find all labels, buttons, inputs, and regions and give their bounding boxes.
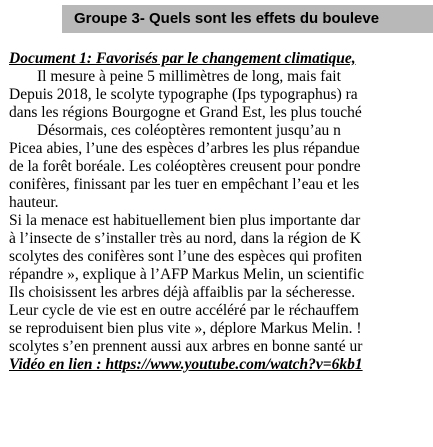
paragraph-line: Leur cycle de vie est en outre accéléré par le réchauffem — [9, 302, 359, 319]
paragraph-line: scolytes des conifères sont l’une des espèces qui profiten — [9, 248, 362, 265]
section-header-title: Groupe 3- Quels sont les effets du bouleve — [74, 10, 380, 27]
paragraph-line: dans les régions Bourgogne et Grand Est, les plus touché — [9, 104, 362, 121]
paragraph-line: de la forêt boréale. Les coléoptères creusent pour pondre — [9, 158, 361, 175]
paragraph-line: Picea abies, l’une des espèces d’arbres les plus répandue — [9, 140, 360, 157]
paragraph-line: à l’insecte de s’installer très au nord, dans la région de K — [9, 230, 362, 247]
paragraph-line: Depuis 2018, le scolyte typographe (Ips typographus) ra — [9, 86, 358, 103]
paragraph-line: répandre », explique à l’AFP Markus Melin, un scientific — [9, 266, 364, 283]
paragraph-line: se reproduisent bien plus vite », déplore Markus Melin. ! — [9, 320, 362, 337]
paragraph-line: Si la menace est habituellement bien plus importante dar — [9, 212, 361, 229]
paragraph-line: conifères, finissant par les tuer en empêchant l’eau et les — [9, 176, 360, 193]
paragraph-line: Il mesure à peine 5 millimètres de long, mais fait — [37, 68, 341, 85]
paragraph-line: Désormais, ces coléoptères remontent jusqu’au n — [37, 122, 341, 139]
section-header — [62, 5, 433, 33]
paragraph-line: hauteur. — [9, 194, 59, 211]
document-title: Document 1: Favorisés par le changement climatique, — [9, 50, 356, 67]
video-link[interactable]: Vidéo en lien : https://www.youtube.com/watch?v=6kb1 — [9, 356, 363, 373]
paragraph-line: Ils choisissent les arbres déjà affaiblis par la sécheresse. — [9, 284, 356, 301]
paragraph-line: scolytes s’en prennent aussi aux arbres en bonne santé ur — [9, 338, 363, 355]
